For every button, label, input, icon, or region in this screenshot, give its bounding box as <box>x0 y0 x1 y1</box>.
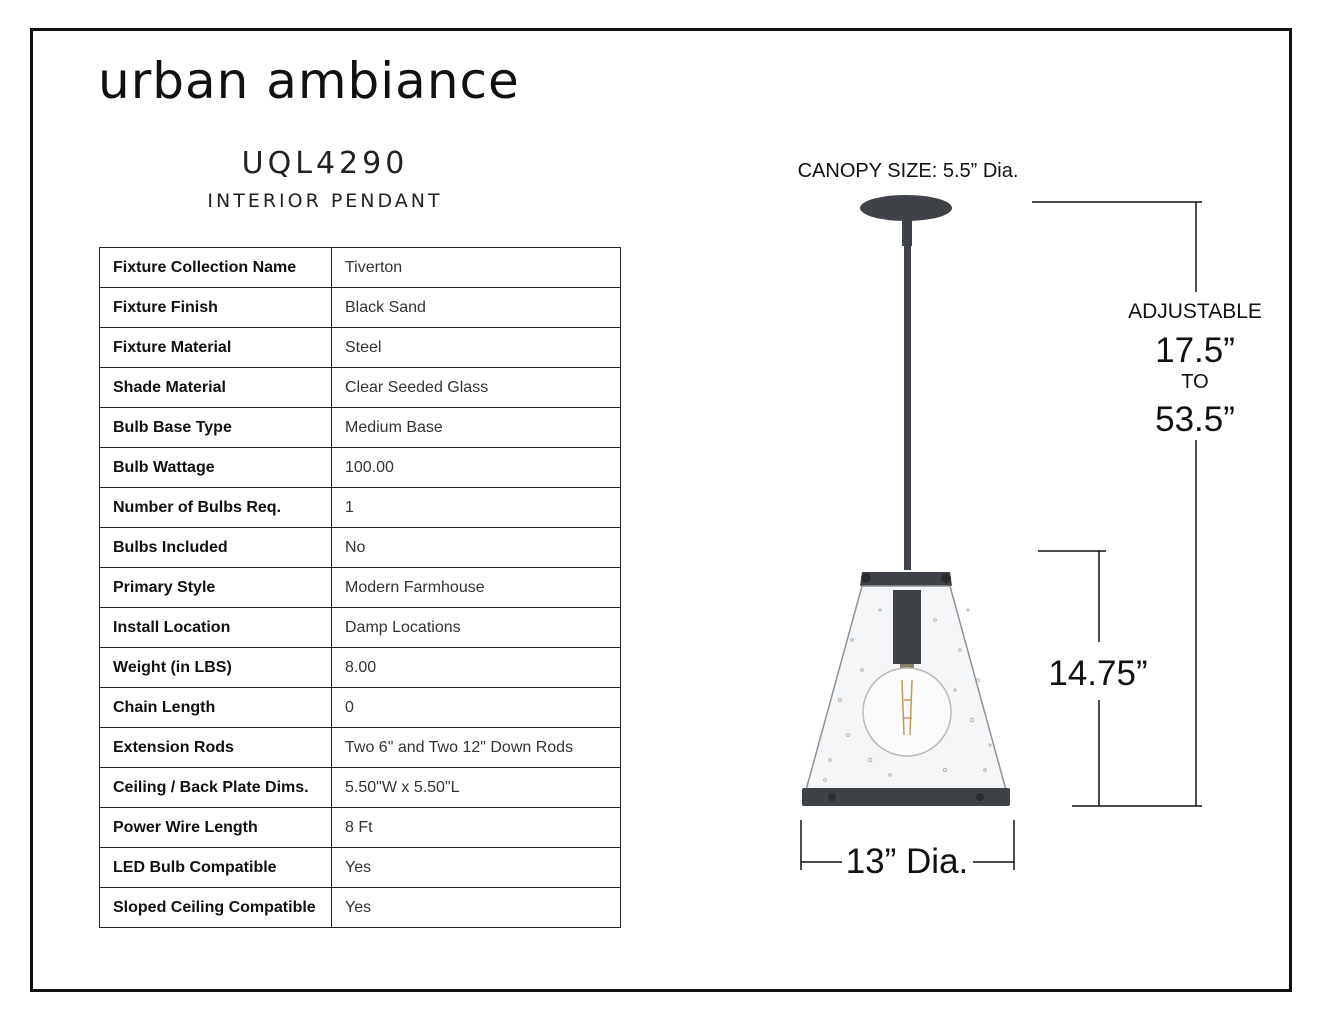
table-row <box>100 808 621 848</box>
table-row <box>100 608 621 648</box>
spec-value: Damp Locations <box>332 608 621 648</box>
spec-label: Sloped Ceiling Compatible <box>100 888 332 928</box>
spec-value: Two 6" and Two 12" Down Rods <box>332 728 621 768</box>
table-row <box>100 368 621 408</box>
brand-logo: urban ambiance <box>98 52 520 110</box>
spec-value: 100.00 <box>332 448 621 488</box>
spec-label: Install Location <box>100 608 332 648</box>
table-row <box>100 408 621 448</box>
spec-value: 8.00 <box>332 648 621 688</box>
table-row <box>100 528 621 568</box>
spec-label: Bulb Base Type <box>100 408 332 448</box>
spec-label: Bulb Wattage <box>100 448 332 488</box>
spec-value: Clear Seeded Glass <box>332 368 621 408</box>
spec-value: Steel <box>332 328 621 368</box>
spec-value: Yes <box>332 848 621 888</box>
diameter-value: 13” Dia. <box>845 842 969 881</box>
table-row <box>100 848 621 888</box>
table-row <box>100 888 621 928</box>
spec-value: 8 Ft <box>332 808 621 848</box>
table-row <box>100 568 621 608</box>
spec-value: 1 <box>332 488 621 528</box>
spec-value: Tiverton <box>332 248 621 288</box>
spec-label: Power Wire Length <box>100 808 332 848</box>
spec-label: Chain Length <box>100 688 332 728</box>
spec-label: Bulbs Included <box>100 528 332 568</box>
table-row <box>100 488 621 528</box>
table-row <box>100 328 621 368</box>
table-row <box>100 688 621 728</box>
adjustable-label: ADJUSTABLE <box>1128 300 1262 323</box>
model-number: UQL4290 <box>241 146 409 181</box>
spec-label: Fixture Collection Name <box>100 248 332 288</box>
spec-value: No <box>332 528 621 568</box>
adjustable-max-value: 53.5” <box>1155 400 1235 439</box>
spec-label: Primary Style <box>100 568 332 608</box>
table-row <box>100 648 621 688</box>
table-row <box>100 448 621 488</box>
spec-label: LED Bulb Compatible <box>100 848 332 888</box>
table-row <box>100 248 621 288</box>
spec-label: Weight (in LBS) <box>100 648 332 688</box>
canopy-size-label: CANOPY SIZE: 5.5” Dia. <box>797 160 1019 182</box>
spec-value: 5.50"W x 5.50"L <box>332 768 621 808</box>
adjustable-min-value: 17.5” <box>1155 331 1235 370</box>
table-row <box>100 728 621 768</box>
spec-table <box>99 247 621 928</box>
product-type: INTERIOR PENDANT <box>207 190 443 212</box>
table-row <box>100 288 621 328</box>
spec-value: Medium Base <box>332 408 621 448</box>
spec-value: 0 <box>332 688 621 728</box>
spec-label: Ceiling / Back Plate Dims. <box>100 768 332 808</box>
spec-value: Black Sand <box>332 288 621 328</box>
table-row <box>100 768 621 808</box>
fixture-height-value: 14.75” <box>1048 654 1148 693</box>
spec-label: Fixture Finish <box>100 288 332 328</box>
adjustable-to-label: TO <box>1181 371 1209 393</box>
spec-label: Number of Bulbs Req. <box>100 488 332 528</box>
spec-label: Shade Material <box>100 368 332 408</box>
spec-label: Extension Rods <box>100 728 332 768</box>
spec-label: Fixture Material <box>100 328 332 368</box>
spec-value: Yes <box>332 888 621 928</box>
spec-value: Modern Farmhouse <box>332 568 621 608</box>
